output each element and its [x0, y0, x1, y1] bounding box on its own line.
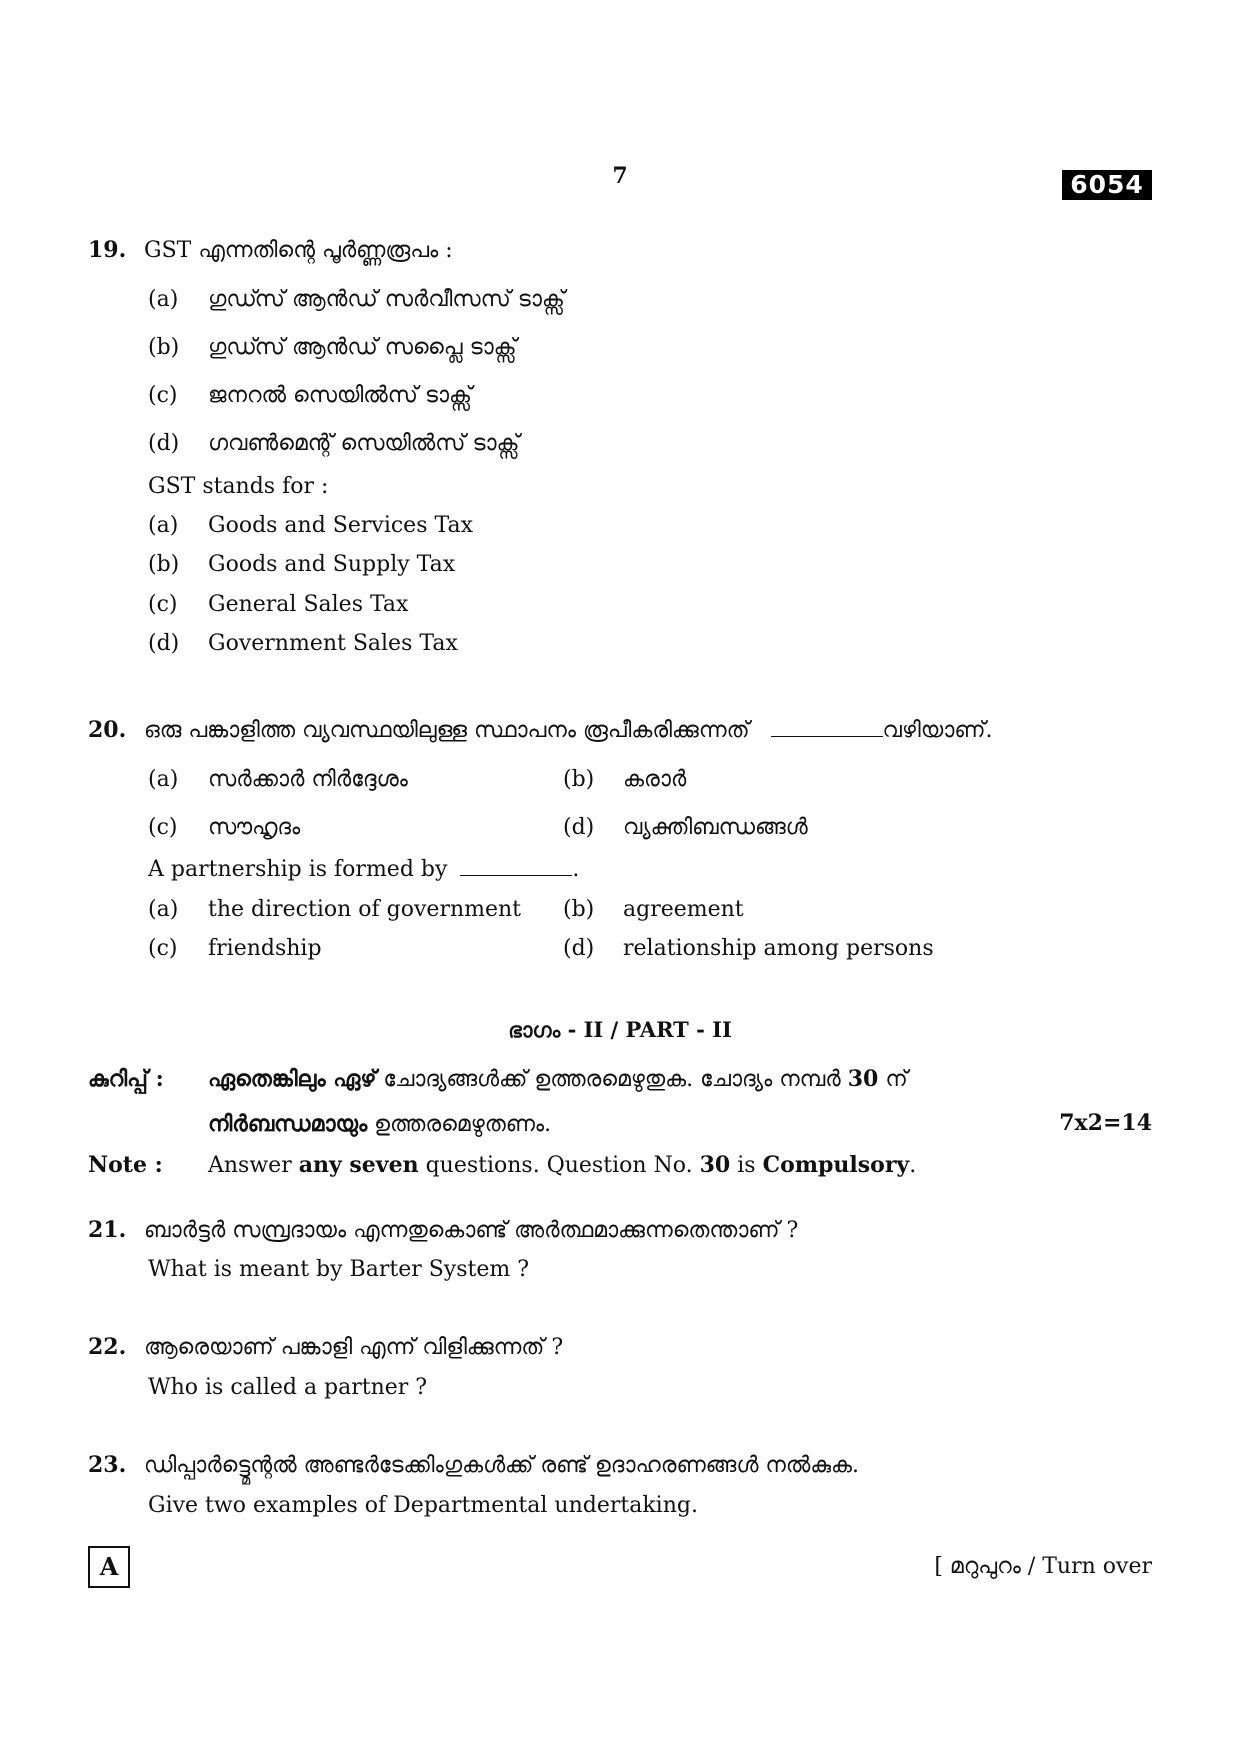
note-question-number: 30 [847, 1066, 879, 1092]
note-question-number: 30 [699, 1152, 731, 1178]
question-text-ml: GST എന്നതിന്റെ പൂർണ്ണരൂപം : [144, 238, 453, 263]
option-label: (c) [148, 592, 178, 617]
q20-ml-option-c [148, 814, 300, 842]
q20-ml-option-a [148, 766, 408, 794]
turn-over-note: [ മറുപുറം / Turn over [934, 1554, 1152, 1579]
q20-en-option-a [148, 896, 521, 924]
question-22 [88, 1333, 563, 1362]
note-emphasis: Compulsory [762, 1152, 910, 1178]
option-text: ഗുഡ്സ് ആൻഡ് സപ്ലൈ ടാക്സ് [208, 335, 517, 360]
option-text: ഗുഡ്സ് ആൻഡ് സർവീസസ് ടാക്സ് [208, 287, 565, 312]
question-text-ml: ഡിപ്പാർട്ട്മെന്റൽ അണ്ടർടേക്കിംഗുകൾക്ക് രണ്ട് ഉദാഹരണങ്ങൾ നൽകുക. [144, 1453, 859, 1478]
q20-en-option-c [148, 935, 322, 963]
question-19 [88, 236, 453, 265]
note-ml-line2 [208, 1110, 551, 1139]
question-text-en-start: A partnership is formed by [148, 857, 448, 882]
series-box: A [88, 1546, 130, 1588]
option-text: agreement [623, 897, 744, 922]
question-text-en: GST stands for : [148, 474, 329, 499]
question-text-en: Who is called a partner ? [148, 1375, 428, 1400]
option-label: (c) [148, 936, 178, 961]
note-en [88, 1151, 916, 1180]
note-label-ml: കുറിപ്പ് : [88, 1066, 164, 1092]
option-label: (d) [148, 431, 180, 456]
question-23 [88, 1451, 859, 1480]
question-number: 22. [88, 1334, 127, 1360]
option-label: (c) [148, 383, 178, 408]
note-emphasis: ഏതെങ്കിലും ഏഴ് [208, 1066, 377, 1092]
page-number: 7 [612, 163, 628, 189]
question-text-en [148, 856, 579, 884]
option-label: (d) [148, 631, 180, 656]
note-text: Answer [208, 1153, 292, 1178]
note-text: ന് [885, 1067, 908, 1092]
option-text: സർക്കാർ നിർദ്ദേശം [208, 767, 408, 792]
question-number: 21. [88, 1217, 127, 1243]
question-20 [88, 716, 993, 745]
option-label: (c) [148, 815, 178, 840]
option-label: (a) [148, 287, 179, 312]
marks-allotment: 7x2=14 [1059, 1110, 1152, 1136]
option-label: (a) [148, 767, 179, 792]
q20-en-option-d [563, 935, 934, 963]
question-text-en-end: . [572, 857, 580, 882]
option-text: Goods and Supply Tax [208, 552, 456, 577]
question-number: 23. [88, 1452, 127, 1478]
option-label: (a) [148, 897, 179, 922]
option-label: (a) [148, 513, 179, 538]
q19-ml-option-b [148, 334, 517, 362]
question-text-ml: ഒരു പങ്കാളിത്ത വ്യവസ്ഥയിലുള്ള സ്ഥാപനം രൂപീകരിക്കുന്നത് [144, 718, 750, 743]
question-number: 20. [88, 717, 127, 743]
option-text: സൗഹൃദം [208, 815, 301, 840]
note-text: is [737, 1153, 756, 1178]
q20-ml-option-d [563, 814, 808, 842]
option-text: കരാർ [623, 767, 687, 792]
note-label-en: Note : [88, 1152, 163, 1178]
q19-en-option-b [148, 551, 455, 579]
note-emphasis: any seven [298, 1152, 419, 1178]
question-text-ml: ബാർട്ടർ സമ്പ്രദായം എന്നതുകൊണ്ട് അർത്ഥമാക്കുന്നതെന്താണ് ? [144, 1218, 799, 1243]
q20-ml-option-b [563, 766, 686, 794]
option-text: ഗവൺമെന്റ് സെയിൽസ് ടാക്സ് [208, 431, 520, 456]
question-text-en: Give two examples of Departmental undertaking. [148, 1493, 698, 1518]
note-ml-line1 [88, 1065, 908, 1094]
option-text: the direction of government [208, 897, 522, 922]
option-text: ജനറൽ സെയിൽസ് ടാക്സ് [208, 383, 473, 408]
question-text-en: What is meant by Barter System ? [148, 1257, 530, 1282]
q19-en-option-c [148, 591, 408, 619]
q19-en-option-a [148, 512, 473, 540]
answer-blank [460, 857, 572, 876]
note-text: ഉത്തരമെഴുതണം. [374, 1112, 552, 1137]
question-number: 19. [88, 237, 127, 263]
option-label: (b) [148, 335, 180, 360]
option-label: (b) [148, 552, 180, 577]
q19-en-option-d [148, 630, 458, 658]
note-text: questions. Question No. [425, 1153, 693, 1178]
question-text-ml: ആരെയാണ് പങ്കാളി എന്ന് വിളിക്കുന്നത് ? [144, 1335, 564, 1360]
question-text-ml-end: വഴിയാണ്. [882, 718, 993, 743]
q19-ml-option-c [148, 382, 472, 410]
option-label: (b) [563, 897, 595, 922]
note-text: ചോദ്യങ്ങൾക്ക് ഉത്തരമെഴുതുക. ചോദ്യം നമ്പർ [383, 1067, 841, 1092]
option-label: (d) [563, 815, 595, 840]
paper-code-badge: 6054 [1062, 170, 1152, 200]
option-text: relationship among persons [623, 936, 934, 961]
option-text: friendship [208, 936, 322, 961]
option-text: Government Sales Tax [208, 631, 458, 656]
note-text: . [909, 1153, 917, 1178]
answer-blank [771, 718, 883, 737]
option-label: (d) [563, 936, 595, 961]
option-text: വ്യക്തിബന്ധങ്ങൾ [623, 815, 808, 840]
part-heading: ഭാഗം - II / PART - II [508, 1017, 732, 1042]
q20-en-option-b [563, 896, 744, 924]
q19-ml-option-a [148, 286, 565, 314]
question-21 [88, 1216, 798, 1245]
q19-ml-option-d [148, 430, 520, 458]
option-text: General Sales Tax [208, 592, 409, 617]
note-emphasis: നിർബന്ധമായും [208, 1111, 368, 1137]
option-label: (b) [563, 767, 595, 792]
option-text: Goods and Services Tax [208, 513, 473, 538]
